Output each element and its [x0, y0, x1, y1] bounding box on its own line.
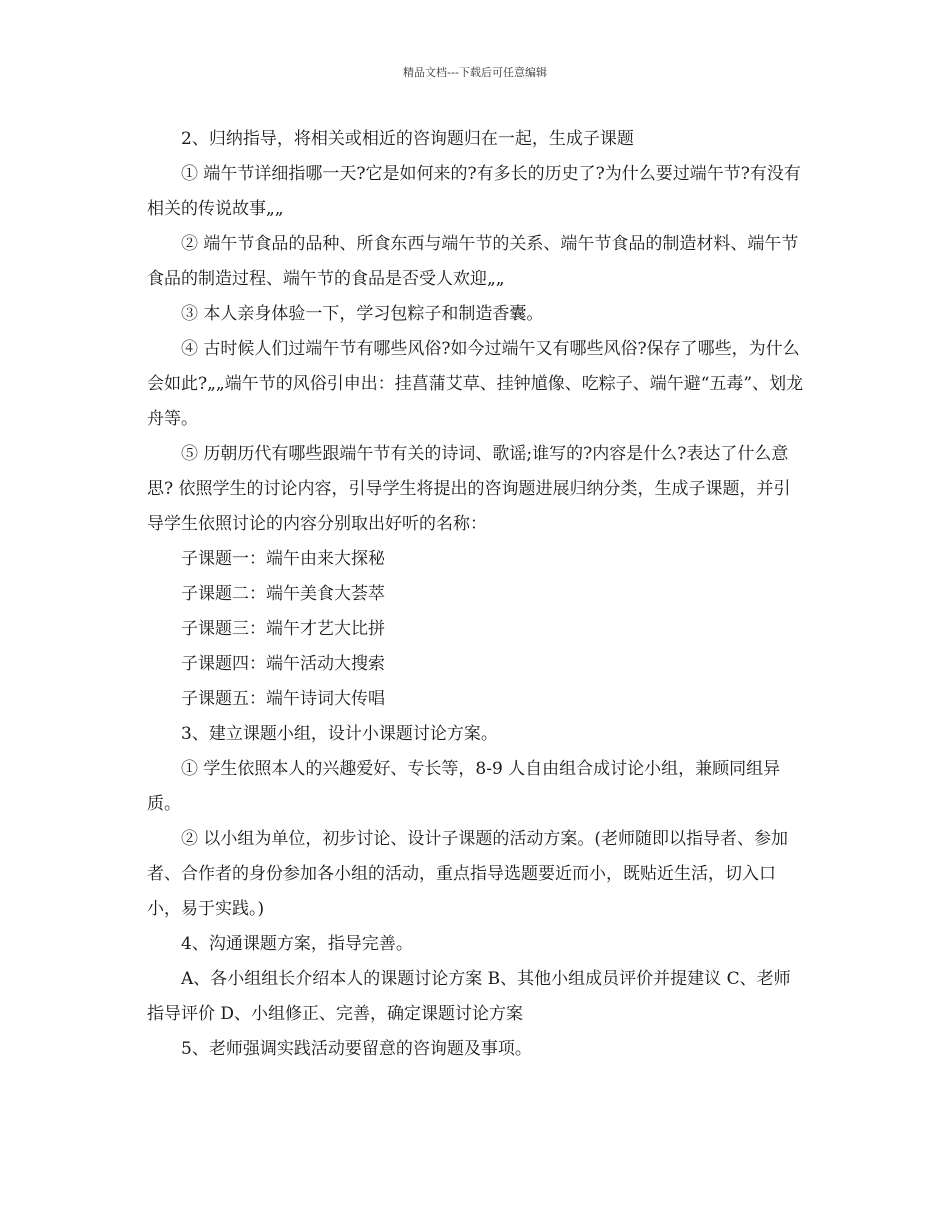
paragraph-15: 4、沟通课题方案，指导完善。 — [181, 934, 413, 954]
subtopic-2: 子课题二：端午美食大荟萃 — [181, 584, 385, 604]
paragraph-1: 2、归纳指导，将相关或相近的咨询题归在一起，生成子课题 — [181, 129, 634, 149]
paragraph-4: ③ 本人亲身体验一下，学习包粽子和制造香囊。 — [181, 304, 544, 324]
subtopic-3: 子课题三：端午才艺大比拼 — [181, 619, 385, 639]
paragraph-12: 3、建立课题小组，设计小课题讨论方案。 — [181, 724, 498, 744]
paragraph-6: ⑤ 历朝历代有哪些跟端午节有关的诗词、歌谣;谁写的?内容是什么?表达了什么意思? 依照学生的讨论内容，引导学生将提出的咨询题进展归纳分类，生成子课题，并引导学生依照讨论的内容分别取出好听的名称： — [147, 444, 791, 534]
paragraph-3: ② 端午节食品的品种、所食东西与端午节的关系、端午节食品的制造材料、端午节食品的制造过程、端午节的食品是否受人欢迎„„ — [147, 234, 799, 289]
paragraph-17: 5、老师强调实践活动要留意的咨询题及事项。 — [181, 1039, 532, 1059]
document-body — [147, 122, 807, 1067]
subtopic-1: 子课题一：端午由来大探秘 — [181, 549, 385, 569]
paragraph-16: A、各小组组长介绍本人的课题讨论方案 B、其他小组成员评价并提建议 C、老师指导评价 D、小组修正、完善，确定课题讨论方案 — [147, 969, 791, 1024]
paragraph-2: ① 端午节详细指哪一天?它是如何来的?有多长的历史了?为什么要过端午节?有没有相关的传说故事„„ — [147, 164, 801, 219]
paragraph-14: ② 以小组为单位，初步讨论、设计子课题的活动方案。(老师随即以指导者、参加者、合作者的身份参加各小组的活动，重点指导选题要近而小，既贴近生活，切入口小，易于实践。) — [147, 829, 789, 919]
page-header: 精品文档---下载后可任意编辑 — [403, 66, 547, 79]
paragraph-5: ④ 古时候人们过端午节有哪些风俗?如今过端午又有哪些风俗?保存了哪些，为什么会如此?„„端午节的风俗引申出：挂菖蒲艾草、挂钟馗像、吃粽子、端午避“五毒”、划龙舟等。 — [147, 339, 804, 429]
paragraph-13: ① 学生依照本人的兴趣爱好、专长等，8-9 人自由组合成讨论小组，兼顾同组异质。 — [147, 759, 781, 814]
subtopic-5: 子课题五：端午诗词大传唱 — [181, 689, 385, 709]
subtopic-4: 子课题四：端午活动大搜索 — [181, 654, 385, 674]
